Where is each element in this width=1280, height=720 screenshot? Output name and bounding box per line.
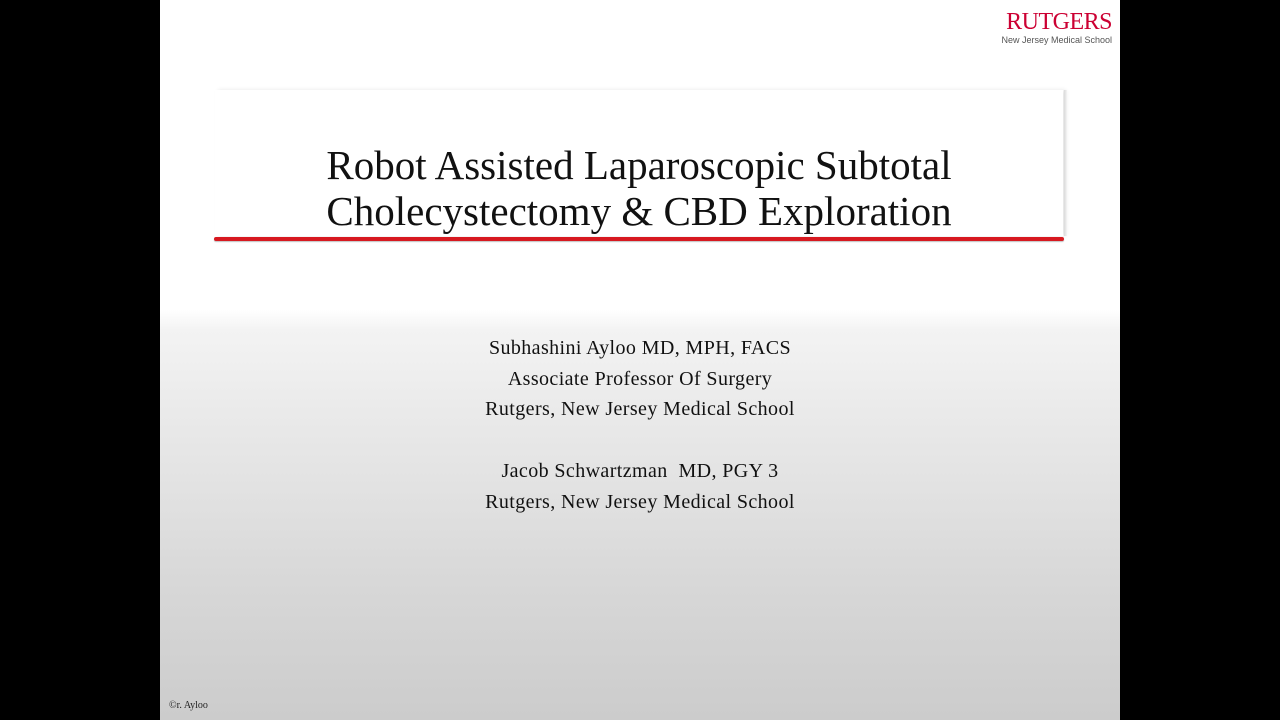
- rutgers-logo: [1001, 9, 1112, 46]
- presentation-slide: [160, 0, 1120, 720]
- slide-title-line-1: Robot Assisted Laparoscopic Subtotal: [326, 142, 952, 188]
- logo-wordmark: RUTGERS: [1006, 9, 1112, 35]
- slide-title: [215, 142, 1063, 234]
- copyright-notice: ©r. Ayloo: [169, 700, 208, 711]
- author-block-primary: [160, 333, 1120, 425]
- author-position: Associate Professor Of Surgery: [507, 367, 773, 390]
- title-box: [215, 90, 1063, 236]
- author-block-secondary: [160, 456, 1120, 517]
- title-box-shadow: [1064, 90, 1067, 236]
- slide-title-line-2: Cholecystectomy & CBD Exploration: [326, 188, 952, 234]
- author-affiliation: Rutgers, New Jersey Medical School: [485, 398, 795, 420]
- title-underline-divider: [214, 237, 1064, 241]
- logo-subtitle: New Jersey Medical School: [1001, 35, 1112, 45]
- author-name: Subhashini Ayloo MD, MPH, FACS: [488, 337, 792, 359]
- author-name: Jacob Schwartzman MD, PGY 3: [501, 460, 779, 482]
- author-affiliation: Rutgers, New Jersey Medical School: [485, 490, 795, 513]
